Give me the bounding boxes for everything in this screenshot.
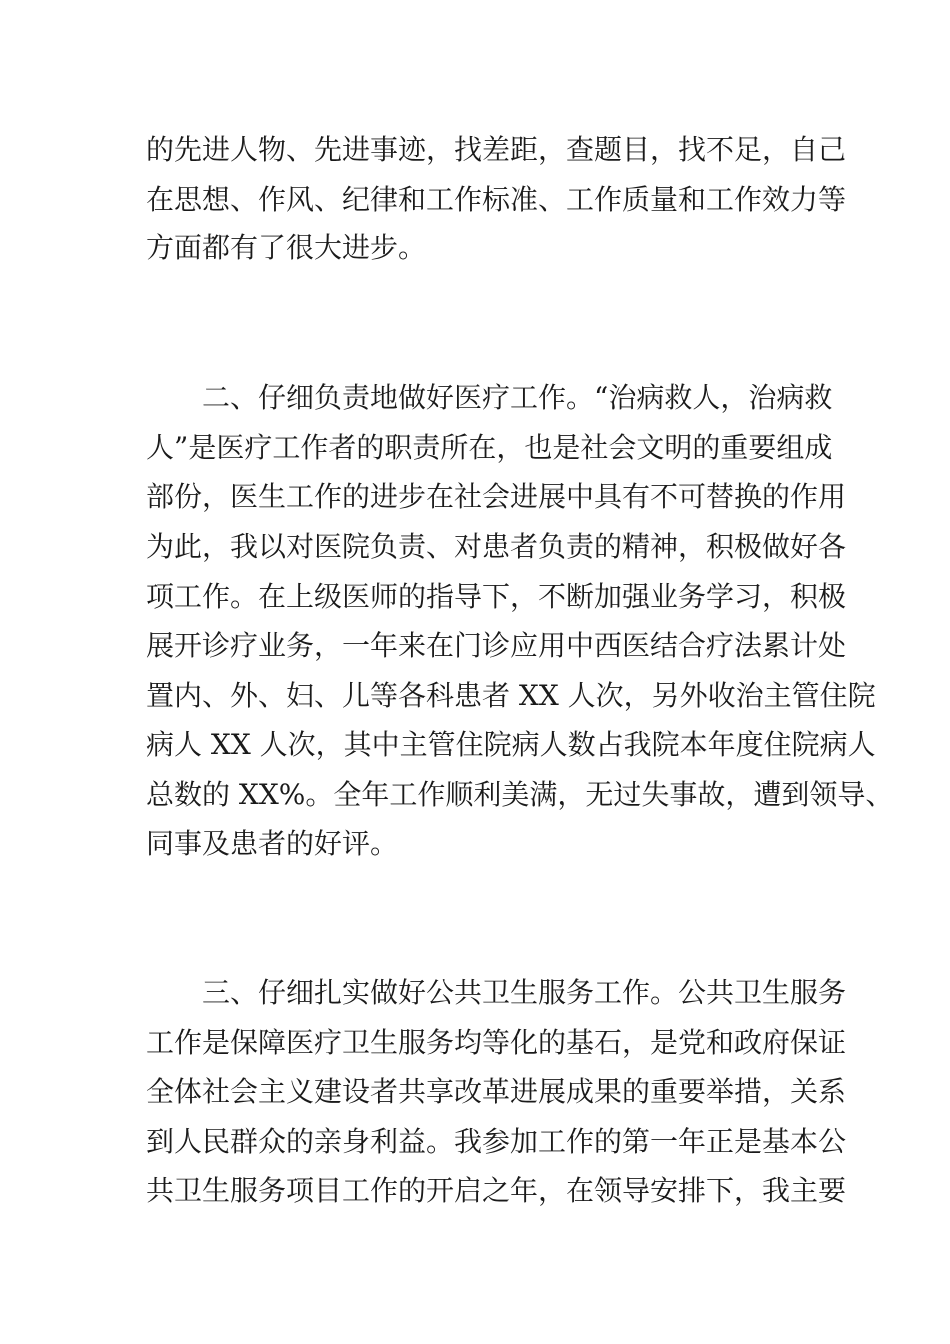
text-line: 工作是保障医疗卫生服务均等化的基石，是党和政府保证 xyxy=(146,1026,847,1059)
text-line: 三、仔细扎实做好公共卫生服务工作。公共卫生服务 xyxy=(202,976,847,1009)
text-line: 病人 XX 人次，其中主管住院病人数占我院本年度住院病人 xyxy=(146,728,876,761)
text-line: 的先进人物、先进事迹，找差距，查题目，找不足，自己 xyxy=(146,133,847,166)
text-line: 共卫生服务项目工作的开启之年，在领导安排下，我主要 xyxy=(146,1174,847,1207)
text-line: 全体社会主义建设者共享改革进展成果的重要举措，关系 xyxy=(146,1075,847,1108)
text-line: 人”是医疗工作者的职责所在，也是社会文明的重要组成 xyxy=(146,431,833,464)
text-line: 项工作。在上级医师的指导下，不断加强业务学习，积极 xyxy=(146,580,847,613)
text-line: 置内、外、妇、儿等各科患者 XX 人次，另外收治主管住院 xyxy=(146,679,876,712)
text-line: 展开诊疗业务，一年来在门诊应用中西医结合疗法累计处 xyxy=(146,629,847,662)
text-line: 在思想、作风、纪律和工作标准、工作质量和工作效力等 xyxy=(146,183,847,216)
text-line: 部份，医生工作的进步在社会进展中具有不可替换的作用 xyxy=(146,480,847,513)
text-line: 总数的 XX%。全年工作顺利美满，无过失事故，遭到领导、 xyxy=(146,778,894,811)
text-line: 为此，我以对医院负责、对患者负责的精神，积极做好各 xyxy=(146,530,847,563)
text-line: 方面都有了很大进步。 xyxy=(146,231,427,264)
text-line: 到人民群众的亲身利益。我参加工作的第一年正是基本公 xyxy=(146,1125,847,1158)
text-line: 二、仔细负责地做好医疗工作。“治病救人，治病救 xyxy=(202,381,833,414)
text-line: 同事及患者的好评。 xyxy=(146,827,399,860)
